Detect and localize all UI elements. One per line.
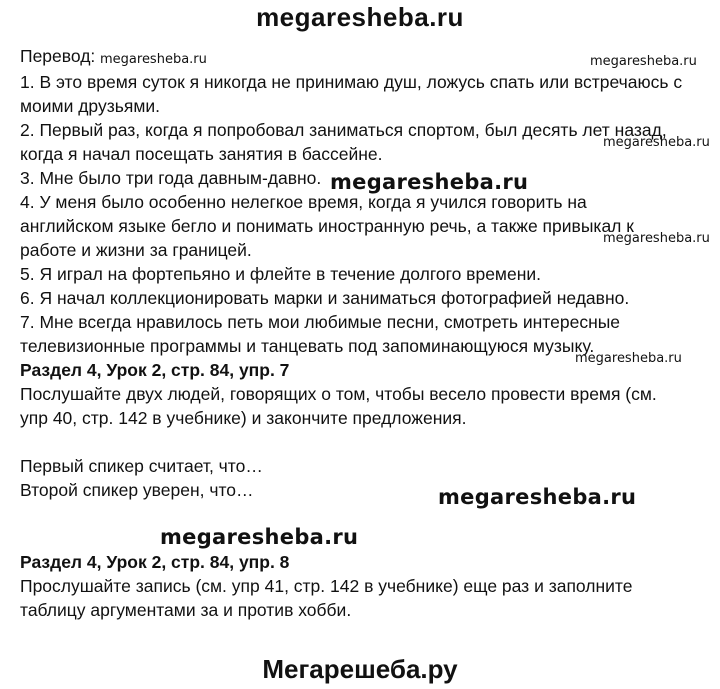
watermark: megaresheba.ru: [603, 231, 710, 246]
watermark: megaresheba.ru: [603, 135, 710, 150]
watermark: megaresheba.ru: [330, 170, 529, 194]
translation-label: Перевод:: [20, 46, 96, 66]
translation-line: 1. В это время суток я никогда не принимаю душ, ложусь спать или встречаюсь с: [20, 72, 683, 92]
translation-line: 3. Мне было три года давным-давно.: [20, 168, 322, 188]
translation-line: английском языке бегло и понимать иностранную речь, а также привыкал к: [20, 216, 634, 236]
watermark: megaresheba.ru: [160, 525, 359, 549]
translation-line: 6. Я начал коллекционировать марки и заниматься фотографией недавно.: [20, 288, 630, 308]
watermark: megaresheba.ru: [438, 485, 637, 509]
translation-line: 7. Мне всегда нравилось петь мои любимые песни, смотреть интересные: [20, 312, 621, 332]
exercise-8-heading: Раздел 4, Урок 2, стр. 84, упр. 8: [20, 552, 290, 572]
exercise-8-text: таблицу аргументами за и против хобби.: [20, 600, 352, 620]
site-title: megaresheba.ru: [256, 2, 464, 32]
exercise-7-text: упр 40, стр. 142 в учебнике) и закончите предложения.: [20, 408, 467, 428]
watermark: megaresheba.ru: [100, 52, 207, 67]
exercise-7-text: Послушайте двух людей, говорящих о том, чтобы весело провести время (см.: [20, 384, 657, 404]
watermark: megaresheba.ru: [575, 351, 682, 366]
translation-line: телевизионные программы и танцевать под запоминающуюся музыку.: [20, 336, 595, 356]
translation-line: 5. Я играл на фортепьяно и флейте в течение долгого времени.: [20, 264, 541, 284]
translation-line: когда я начал посещать занятия в бассейне.: [20, 144, 383, 164]
translation-line: моими друзьями.: [20, 96, 160, 116]
exercise-7-heading: Раздел 4, Урок 2, стр. 84, упр. 7: [20, 360, 290, 380]
translation-line: работе и жизни за границей.: [20, 240, 252, 260]
exercise-7-answer: Второй спикер уверен, что…: [20, 480, 254, 500]
translation-line: 4. У меня было особенно нелегкое время, когда я учился говорить на: [20, 192, 587, 212]
translation-line: 2. Первый раз, когда я попробовал заниматься спортом, был десять лет назад,: [20, 120, 667, 140]
footer-title: Мегарешеба.ру: [262, 654, 458, 684]
exercise-7-answer: Первый спикер считает, что…: [20, 456, 263, 476]
watermark: megaresheba.ru: [590, 54, 697, 69]
exercise-8-text: Прослушайте запись (см. упр 41, стр. 142 в учебнике) еще раз и заполните: [20, 576, 633, 596]
